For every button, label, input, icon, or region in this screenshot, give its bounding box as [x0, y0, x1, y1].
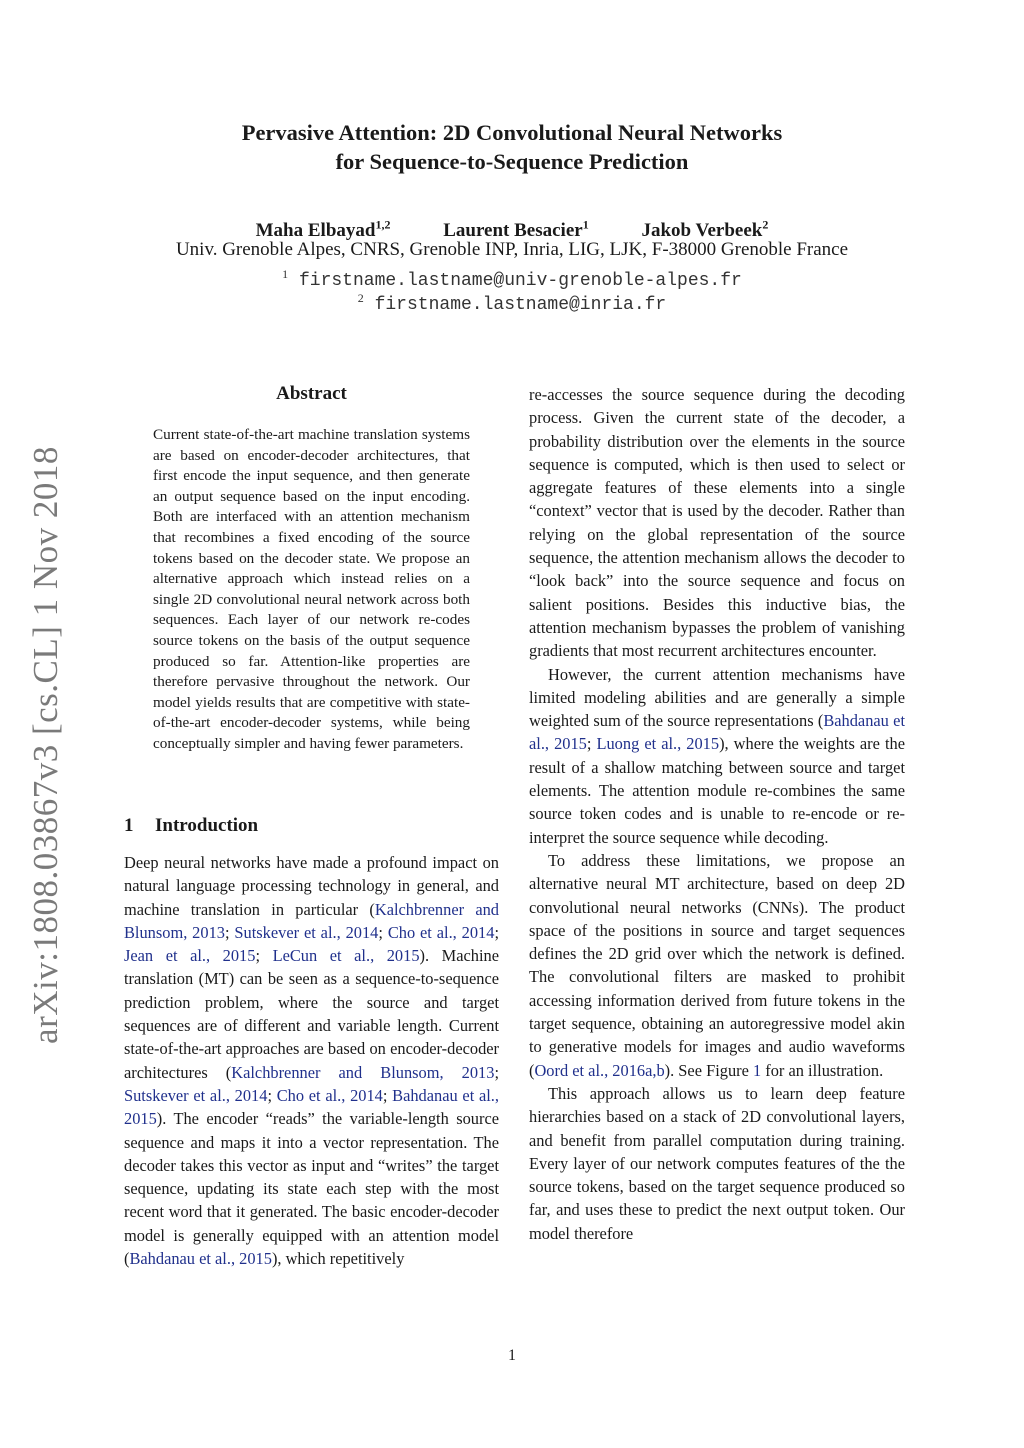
title-line-1: Pervasive Attention: 2D Convolutional Neural Networks — [241, 120, 783, 145]
citation-link[interactable]: Kalchbrenner and Blunsom, 2013 — [124, 899, 499, 942]
intro-paragraph-2: However, the current attention mechanisms have limited modeling abilities and are generally a simple weighted sum of the source representations (Bahdanau et al., 2015; Luong et al., 2015), where the weights are the result of a shallow matching between source and target elements. The attention module re-combines the same source token codes and is unable to re-encode or re-interpret the source sequence while decoding. — [529, 664, 905, 847]
citation-link[interactable]: Jean et al., 2015 — [124, 946, 256, 966]
citation-link[interactable]: Bahdanau et al., 2015 — [124, 1085, 499, 1129]
intro-right-column — [529, 383, 905, 1245]
section-title: Introduction — [155, 815, 259, 836]
email-text[interactable]: firstname.lastname@univ-grenoble-alpes.fr — [298, 271, 742, 291]
intro-paragraph-4: This approach allows us to learn deep feature hierarchies based on a stack of 2D convolutional layers, and benefit from parallel computation during training. Every layer of our network computes features of the the source tokens, based on the target sequence produced so far, and uses these to predict the next output token. Our model therefore — [529, 1083, 905, 1243]
email-mark: 2 — [357, 291, 364, 305]
abstract-body: Current state-of-the-art machine translation systems are based on encoder-decoder architectures, that first encode the input sequence, and then generate an output sequence based on the input encoding. Both are interfaced with an attention mechanism that recombines a fixed encoding of the source tokens based on the decoder state. We propose an alternative approach which instead relies on a single 2D convolutional neural network across both sequences. Each layer of our network re-codes source tokens on the basis of the output sequence produced so far. Attention-like properties are therefore pervasive throughout the network. Our model yields results that are competitive with state-of-the-art encoder-decoder systems, while being conceptually simpler and having fewer parameters. — [153, 426, 470, 752]
email-text[interactable]: firstname.lastname@inria.fr — [374, 295, 667, 315]
citation-link[interactable]: LeCun et al., 2015 — [272, 946, 420, 966]
intro-left-column — [124, 851, 499, 1270]
intro-paragraph-continued: re-accesses the source sequence during the decoding process. Given the current state of the decoder, a probability distribution over the elements in the source sequence is computed, which is then used to select or aggregate features of these elements into a single “context” vector that is used by the decoder. Rather than relying on the global representation of the source sequence, the attention mechanism allows the decoder to “look back” into the source sequence and focus on salient positions. Besides this inductive bias, the attention mechanism bypasses the problem of vanishing gradients that most recurrent architectures encounter. — [529, 385, 905, 661]
title-line-2: for Sequence-to-Sequence Prediction — [335, 149, 689, 174]
arxiv-stamp-text: arXiv:1808.03867v3 [cs.CL] 1 Nov 2018 — [26, 446, 65, 1044]
intro-paragraph-3: To address these limitations, we propose an alternative neural MT architecture, based on deep 2D convolutional neural networks (CNNs). The product space of the positions in source and target sequences defines the 2D grid over which the network is defined. The convolutional filters are masked to prohibit accessing information derived from future tokens in the target sequence, obtaining an autoregressive model akin to generative models for images and audio waveforms (Oord et al., 2016a,b). See Figure 1 for an illustration. — [529, 850, 905, 1080]
abstract-heading: Abstract — [276, 383, 347, 404]
page-number: 1 — [508, 1347, 516, 1364]
section-heading-introduction — [124, 815, 258, 837]
intro-paragraph-1: Deep neural networks have made a profound impact on natural language processing technology in general, and machine translation in particular (Kalchbrenner and Blunsom, 2013; Sutskever et al., 2014; Cho et al., 2014; Jean et al., 2015; LeCun et al., 2015). Machine translation (MT) can be seen as a sequence-to-sequence prediction problem, where the source and target sequences are of different and variable length. Current state-of-the-art approaches are based on encoder-decoder architectures (Kalchbrenner and Blunsom, 2013; Sutskever et al., 2014; Cho et al., 2014; Bahdanau et al., 2015). The encoder “reads” the variable-length source sequence and maps it into a vector representation. The decoder takes this vector as input and “writes” the target sequence, updating its state each step with the most recent word that it generated. The basic encoder-decoder model is generally equipped with an attention model (Bahdanau et al., 2015), which repetitively — [124, 853, 499, 1269]
author-name: Jakob Verbeek — [641, 220, 763, 242]
citation-link[interactable]: Kalchbrenner and Blunsom, 2013 — [231, 1062, 495, 1082]
author-affil-mark: 2 — [762, 218, 769, 232]
citation-link[interactable]: Cho et al., 2014 — [276, 1085, 383, 1105]
figure-reference-link[interactable]: 1 — [752, 1060, 762, 1080]
author-name: Maha Elbayad — [255, 220, 376, 242]
author-name: Laurent Besacier — [443, 220, 583, 242]
citation-link[interactable]: Bahdanau et al., 2015 — [129, 1249, 272, 1269]
citation-link[interactable]: Luong et al., 2015 — [596, 734, 720, 754]
paper-title — [0, 118, 1024, 176]
citation-link[interactable]: Oord et al., 2016a,b — [534, 1060, 665, 1080]
section-number: 1 — [124, 815, 134, 836]
citation-link[interactable]: Bahdanau et al., 2015 — [529, 711, 905, 754]
email-mark: 1 — [282, 267, 289, 281]
email-2[interactable] — [0, 286, 1024, 317]
citation-link[interactable]: Sutskever et al., 2014 — [234, 922, 379, 942]
affiliation: Univ. Grenoble Alpes, CNRS, Grenoble INP, Inria, LIG, LJK, F-38000 Grenoble France — [175, 239, 849, 260]
author-affil-mark: 1 — [582, 218, 589, 232]
citation-link[interactable]: Cho et al., 2014 — [387, 922, 495, 942]
author-affil-mark: 1,2 — [375, 218, 391, 232]
citation-link[interactable]: Sutskever et al., 2014 — [124, 1085, 268, 1105]
